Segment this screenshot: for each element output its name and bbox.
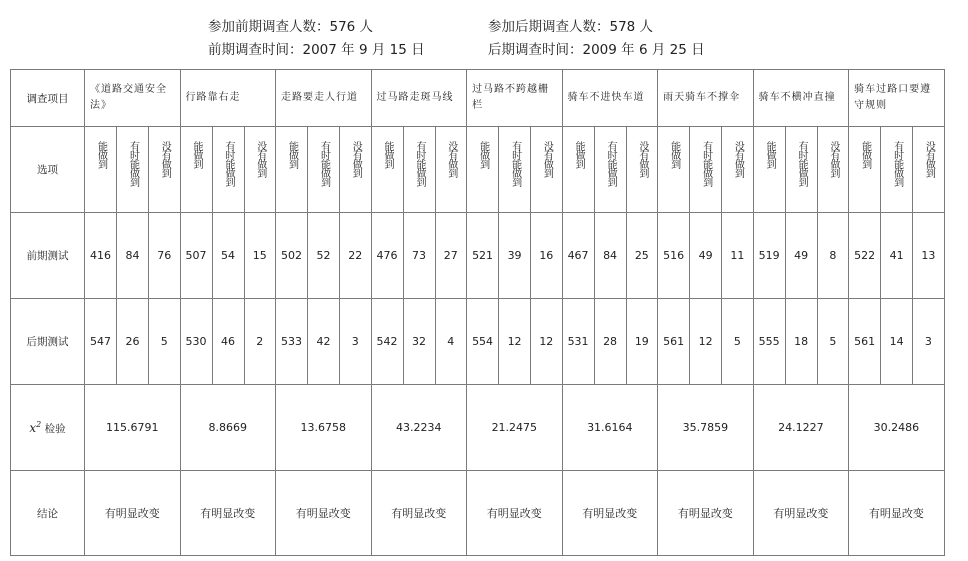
pre-value-cell: 39 bbox=[499, 213, 531, 299]
post-value-cell: 561 bbox=[658, 299, 690, 385]
pre-value-cell: 522 bbox=[849, 213, 881, 299]
option-cell bbox=[212, 127, 244, 213]
option-cell bbox=[244, 127, 276, 213]
option-cell bbox=[371, 127, 403, 213]
option-label: 没有做到 bbox=[827, 141, 839, 177]
option-label: 没有做到 bbox=[445, 141, 457, 177]
option-label: 没有做到 bbox=[350, 141, 362, 177]
option-cell bbox=[785, 127, 817, 213]
post-survey-time: 后期调查时间：2009 年 6 月 25 日 bbox=[488, 42, 705, 58]
post-value-cell: 26 bbox=[117, 299, 149, 385]
option-cell bbox=[308, 127, 340, 213]
post-value-cell: 3 bbox=[340, 299, 372, 385]
option-cell bbox=[340, 127, 372, 213]
pre-survey-count: 参加前期调查人数：576 人 bbox=[208, 19, 374, 35]
pre-value-cell: 516 bbox=[658, 213, 690, 299]
pre-value-cell: 416 bbox=[85, 213, 117, 299]
option-cell bbox=[85, 127, 117, 213]
conclusion-value: 有明显改变 bbox=[849, 471, 945, 556]
pre-value-cell: 22 bbox=[340, 213, 372, 299]
post-value-cell: 4 bbox=[435, 299, 467, 385]
option-label: 有时能做到 bbox=[796, 141, 808, 186]
pre-value-cell: 502 bbox=[276, 213, 308, 299]
post-value-cell: 547 bbox=[85, 299, 117, 385]
pre-value-cell: 15 bbox=[244, 213, 276, 299]
post-value-cell: 14 bbox=[881, 299, 913, 385]
chi-square-value: 115.6791 bbox=[85, 385, 181, 471]
option-cell bbox=[658, 127, 690, 213]
chi-square-value: 8.8669 bbox=[180, 385, 276, 471]
survey-item-name: 行路靠右走 bbox=[180, 70, 276, 127]
post-value-cell: 2 bbox=[244, 299, 276, 385]
option-label: 能做到 bbox=[573, 141, 585, 168]
survey-item-name: 雨天骑车不撑伞 bbox=[658, 70, 754, 127]
option-label: 没有做到 bbox=[636, 141, 648, 177]
option-cell bbox=[276, 127, 308, 213]
option-label: 能做到 bbox=[286, 141, 298, 168]
option-label: 能做到 bbox=[859, 141, 871, 168]
chi-square-label bbox=[11, 385, 85, 471]
conclusion-row bbox=[11, 471, 945, 556]
option-cell bbox=[881, 127, 913, 213]
option-cell bbox=[722, 127, 754, 213]
option-label: 有时能做到 bbox=[509, 141, 521, 186]
option-cell bbox=[913, 127, 945, 213]
chi-square-value: 13.6758 bbox=[276, 385, 372, 471]
pre-value-cell: 476 bbox=[371, 213, 403, 299]
option-row bbox=[11, 127, 945, 213]
option-label: 能做到 bbox=[668, 141, 680, 168]
option-label: 能做到 bbox=[477, 141, 489, 168]
post-value-cell: 28 bbox=[594, 299, 626, 385]
post-value-cell: 561 bbox=[849, 299, 881, 385]
option-label: 有时能做到 bbox=[223, 141, 235, 186]
option-label: 有时能做到 bbox=[700, 141, 712, 186]
option-label: 能做到 bbox=[95, 141, 107, 168]
option-label: 没有做到 bbox=[923, 141, 935, 177]
post-value-cell: 42 bbox=[308, 299, 340, 385]
conclusion-value: 有明显改变 bbox=[371, 471, 467, 556]
option-label: 能做到 bbox=[764, 141, 776, 168]
option-cell bbox=[467, 127, 499, 213]
post-value-cell: 542 bbox=[371, 299, 403, 385]
option-label: 没有做到 bbox=[254, 141, 266, 177]
chi-power: 2 bbox=[36, 419, 42, 429]
conclusion-value: 有明显改变 bbox=[562, 471, 658, 556]
pre-value-cell: 519 bbox=[753, 213, 785, 299]
survey-item-name: 走路要走人行道 bbox=[276, 70, 372, 127]
option-label: 有时能做到 bbox=[318, 141, 330, 186]
option-label: 有时能做到 bbox=[605, 141, 617, 186]
pre-value-cell: 521 bbox=[467, 213, 499, 299]
chi-symbol: x bbox=[29, 420, 37, 435]
pre-value-cell: 41 bbox=[881, 213, 913, 299]
item-header-row bbox=[11, 70, 945, 127]
option-label: 没有做到 bbox=[732, 141, 744, 177]
option-cell bbox=[117, 127, 149, 213]
pre-value-cell: 49 bbox=[785, 213, 817, 299]
post-survey-count: 参加后期调查人数：578 人 bbox=[488, 19, 654, 35]
survey-header bbox=[0, 14, 968, 64]
survey-item-name: 过马路走斑马线 bbox=[371, 70, 467, 127]
pre-value-cell: 507 bbox=[180, 213, 212, 299]
option-cell bbox=[849, 127, 881, 213]
pre-survey-time: 前期调查时间：2007 年 9 月 15 日 bbox=[208, 42, 425, 58]
option-label: 没有做到 bbox=[159, 141, 171, 177]
option-header-label: 选项 bbox=[11, 127, 85, 213]
post-test-row bbox=[11, 299, 945, 385]
pre-value-cell: 49 bbox=[690, 213, 722, 299]
post-value-cell: 5 bbox=[149, 299, 181, 385]
post-value-cell: 3 bbox=[913, 299, 945, 385]
post-value-cell: 12 bbox=[499, 299, 531, 385]
chi-square-value: 30.2486 bbox=[849, 385, 945, 471]
pre-value-cell: 52 bbox=[308, 213, 340, 299]
pre-value-cell: 16 bbox=[531, 213, 563, 299]
option-cell bbox=[499, 127, 531, 213]
chi-square-value: 24.1227 bbox=[753, 385, 849, 471]
pre-value-cell: 27 bbox=[435, 213, 467, 299]
pre-value-cell: 13 bbox=[913, 213, 945, 299]
post-value-cell: 12 bbox=[690, 299, 722, 385]
option-cell bbox=[180, 127, 212, 213]
pre-value-cell: 73 bbox=[403, 213, 435, 299]
survey-item-name: 骑车过路口要遵守规则 bbox=[849, 70, 945, 127]
option-cell bbox=[626, 127, 658, 213]
option-label: 有时能做到 bbox=[414, 141, 426, 186]
chi-symbol-wrap bbox=[29, 419, 42, 435]
survey-item-name: 骑车不横冲直撞 bbox=[753, 70, 849, 127]
option-cell bbox=[435, 127, 467, 213]
post-test-label: 后期测试 bbox=[11, 299, 85, 385]
post-value-cell: 533 bbox=[276, 299, 308, 385]
option-label: 有时能做到 bbox=[891, 141, 903, 186]
post-value-cell: 19 bbox=[626, 299, 658, 385]
post-value-cell: 531 bbox=[562, 299, 594, 385]
chi-suffix: 检验 bbox=[41, 422, 66, 435]
chi-square-row bbox=[11, 385, 945, 471]
survey-table bbox=[10, 69, 945, 556]
chi-square-value: 31.6164 bbox=[562, 385, 658, 471]
conclusion-value: 有明显改变 bbox=[467, 471, 563, 556]
pre-test-label: 前期测试 bbox=[11, 213, 85, 299]
conclusion-value: 有明显改变 bbox=[180, 471, 276, 556]
chi-square-value: 43.2234 bbox=[371, 385, 467, 471]
pre-value-cell: 54 bbox=[212, 213, 244, 299]
post-value-cell: 554 bbox=[467, 299, 499, 385]
pre-value-cell: 11 bbox=[722, 213, 754, 299]
post-value-cell: 5 bbox=[722, 299, 754, 385]
option-label: 能做到 bbox=[191, 141, 203, 168]
option-cell bbox=[531, 127, 563, 213]
conclusion-value: 有明显改变 bbox=[658, 471, 754, 556]
post-value-cell: 530 bbox=[180, 299, 212, 385]
chi-square-value: 21.2475 bbox=[467, 385, 563, 471]
option-cell bbox=[594, 127, 626, 213]
survey-item-name: 过马路不跨越栅栏 bbox=[467, 70, 563, 127]
option-label: 有时能做到 bbox=[127, 141, 139, 186]
option-cell bbox=[690, 127, 722, 213]
item-header-label: 调查项目 bbox=[11, 70, 85, 127]
option-cell bbox=[562, 127, 594, 213]
conclusion-value: 有明显改变 bbox=[85, 471, 181, 556]
post-value-cell: 555 bbox=[753, 299, 785, 385]
survey-item-name: 《道路交通安全法》 bbox=[85, 70, 181, 127]
survey-item-name: 骑车不进快车道 bbox=[562, 70, 658, 127]
post-value-cell: 5 bbox=[817, 299, 849, 385]
pre-value-cell: 8 bbox=[817, 213, 849, 299]
post-value-cell: 18 bbox=[785, 299, 817, 385]
conclusion-value: 有明显改变 bbox=[753, 471, 849, 556]
option-cell bbox=[817, 127, 849, 213]
pre-value-cell: 76 bbox=[149, 213, 181, 299]
conclusion-value: 有明显改变 bbox=[276, 471, 372, 556]
option-label: 能做到 bbox=[382, 141, 394, 168]
option-label: 没有做到 bbox=[541, 141, 553, 177]
option-cell bbox=[403, 127, 435, 213]
post-value-cell: 46 bbox=[212, 299, 244, 385]
post-value-cell: 32 bbox=[403, 299, 435, 385]
pre-value-cell: 25 bbox=[626, 213, 658, 299]
option-cell bbox=[149, 127, 181, 213]
option-cell bbox=[753, 127, 785, 213]
pre-value-cell: 467 bbox=[562, 213, 594, 299]
post-value-cell: 12 bbox=[531, 299, 563, 385]
pre-value-cell: 84 bbox=[117, 213, 149, 299]
pre-test-row bbox=[11, 213, 945, 299]
pre-value-cell: 84 bbox=[594, 213, 626, 299]
chi-square-value: 35.7859 bbox=[658, 385, 754, 471]
conclusion-label: 结论 bbox=[11, 471, 85, 556]
